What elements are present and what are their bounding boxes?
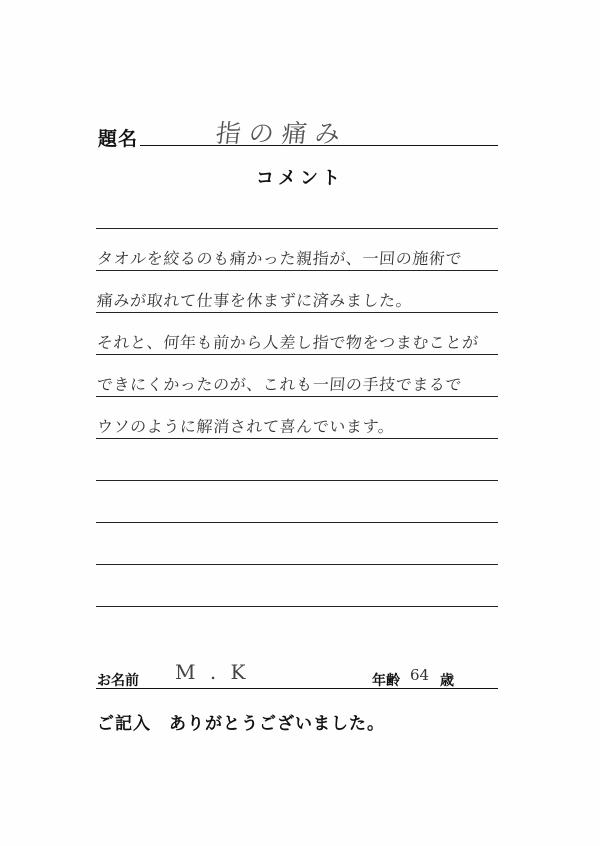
ruled-line [96, 564, 498, 565]
ruled-line [96, 312, 498, 313]
comment-line-5: ウソのように解消されて喜んでいます。 [96, 417, 396, 436]
ruled-line [96, 228, 498, 229]
ruled-line [96, 270, 498, 271]
name-label: お名前 [97, 673, 139, 689]
age-suffix: 歳 [440, 673, 454, 689]
ruled-line [96, 522, 498, 523]
comment-line-3: それと、何年も前から人差し指で物をつまむことが [96, 333, 480, 352]
age-label: 年齢 [372, 673, 400, 689]
title-label: 題名 [98, 128, 139, 150]
ruled-line [96, 354, 498, 355]
name-handwritten-value: M . K [175, 660, 250, 684]
comment-line-2: 痛みが取れて仕事を休まずに済みました。 [96, 291, 414, 310]
title-underline [140, 145, 498, 146]
title-handwritten-value: 指の痛み [214, 119, 350, 148]
ruled-line [96, 480, 498, 481]
ruled-line [96, 606, 498, 607]
name-underline [96, 688, 498, 689]
ruled-line [96, 396, 498, 397]
comment-heading: コメント [256, 168, 344, 189]
closing-message: ご記入 ありがとうございました。 [97, 714, 385, 734]
ruled-line [96, 438, 498, 439]
comment-line-1: タオルを絞るのも痛かった親指が、一回の施術で [96, 249, 463, 268]
age-handwritten-value: 64 [410, 666, 430, 684]
comment-line-4: できにくかったのが、これも一回の手技でまるで [96, 375, 463, 394]
